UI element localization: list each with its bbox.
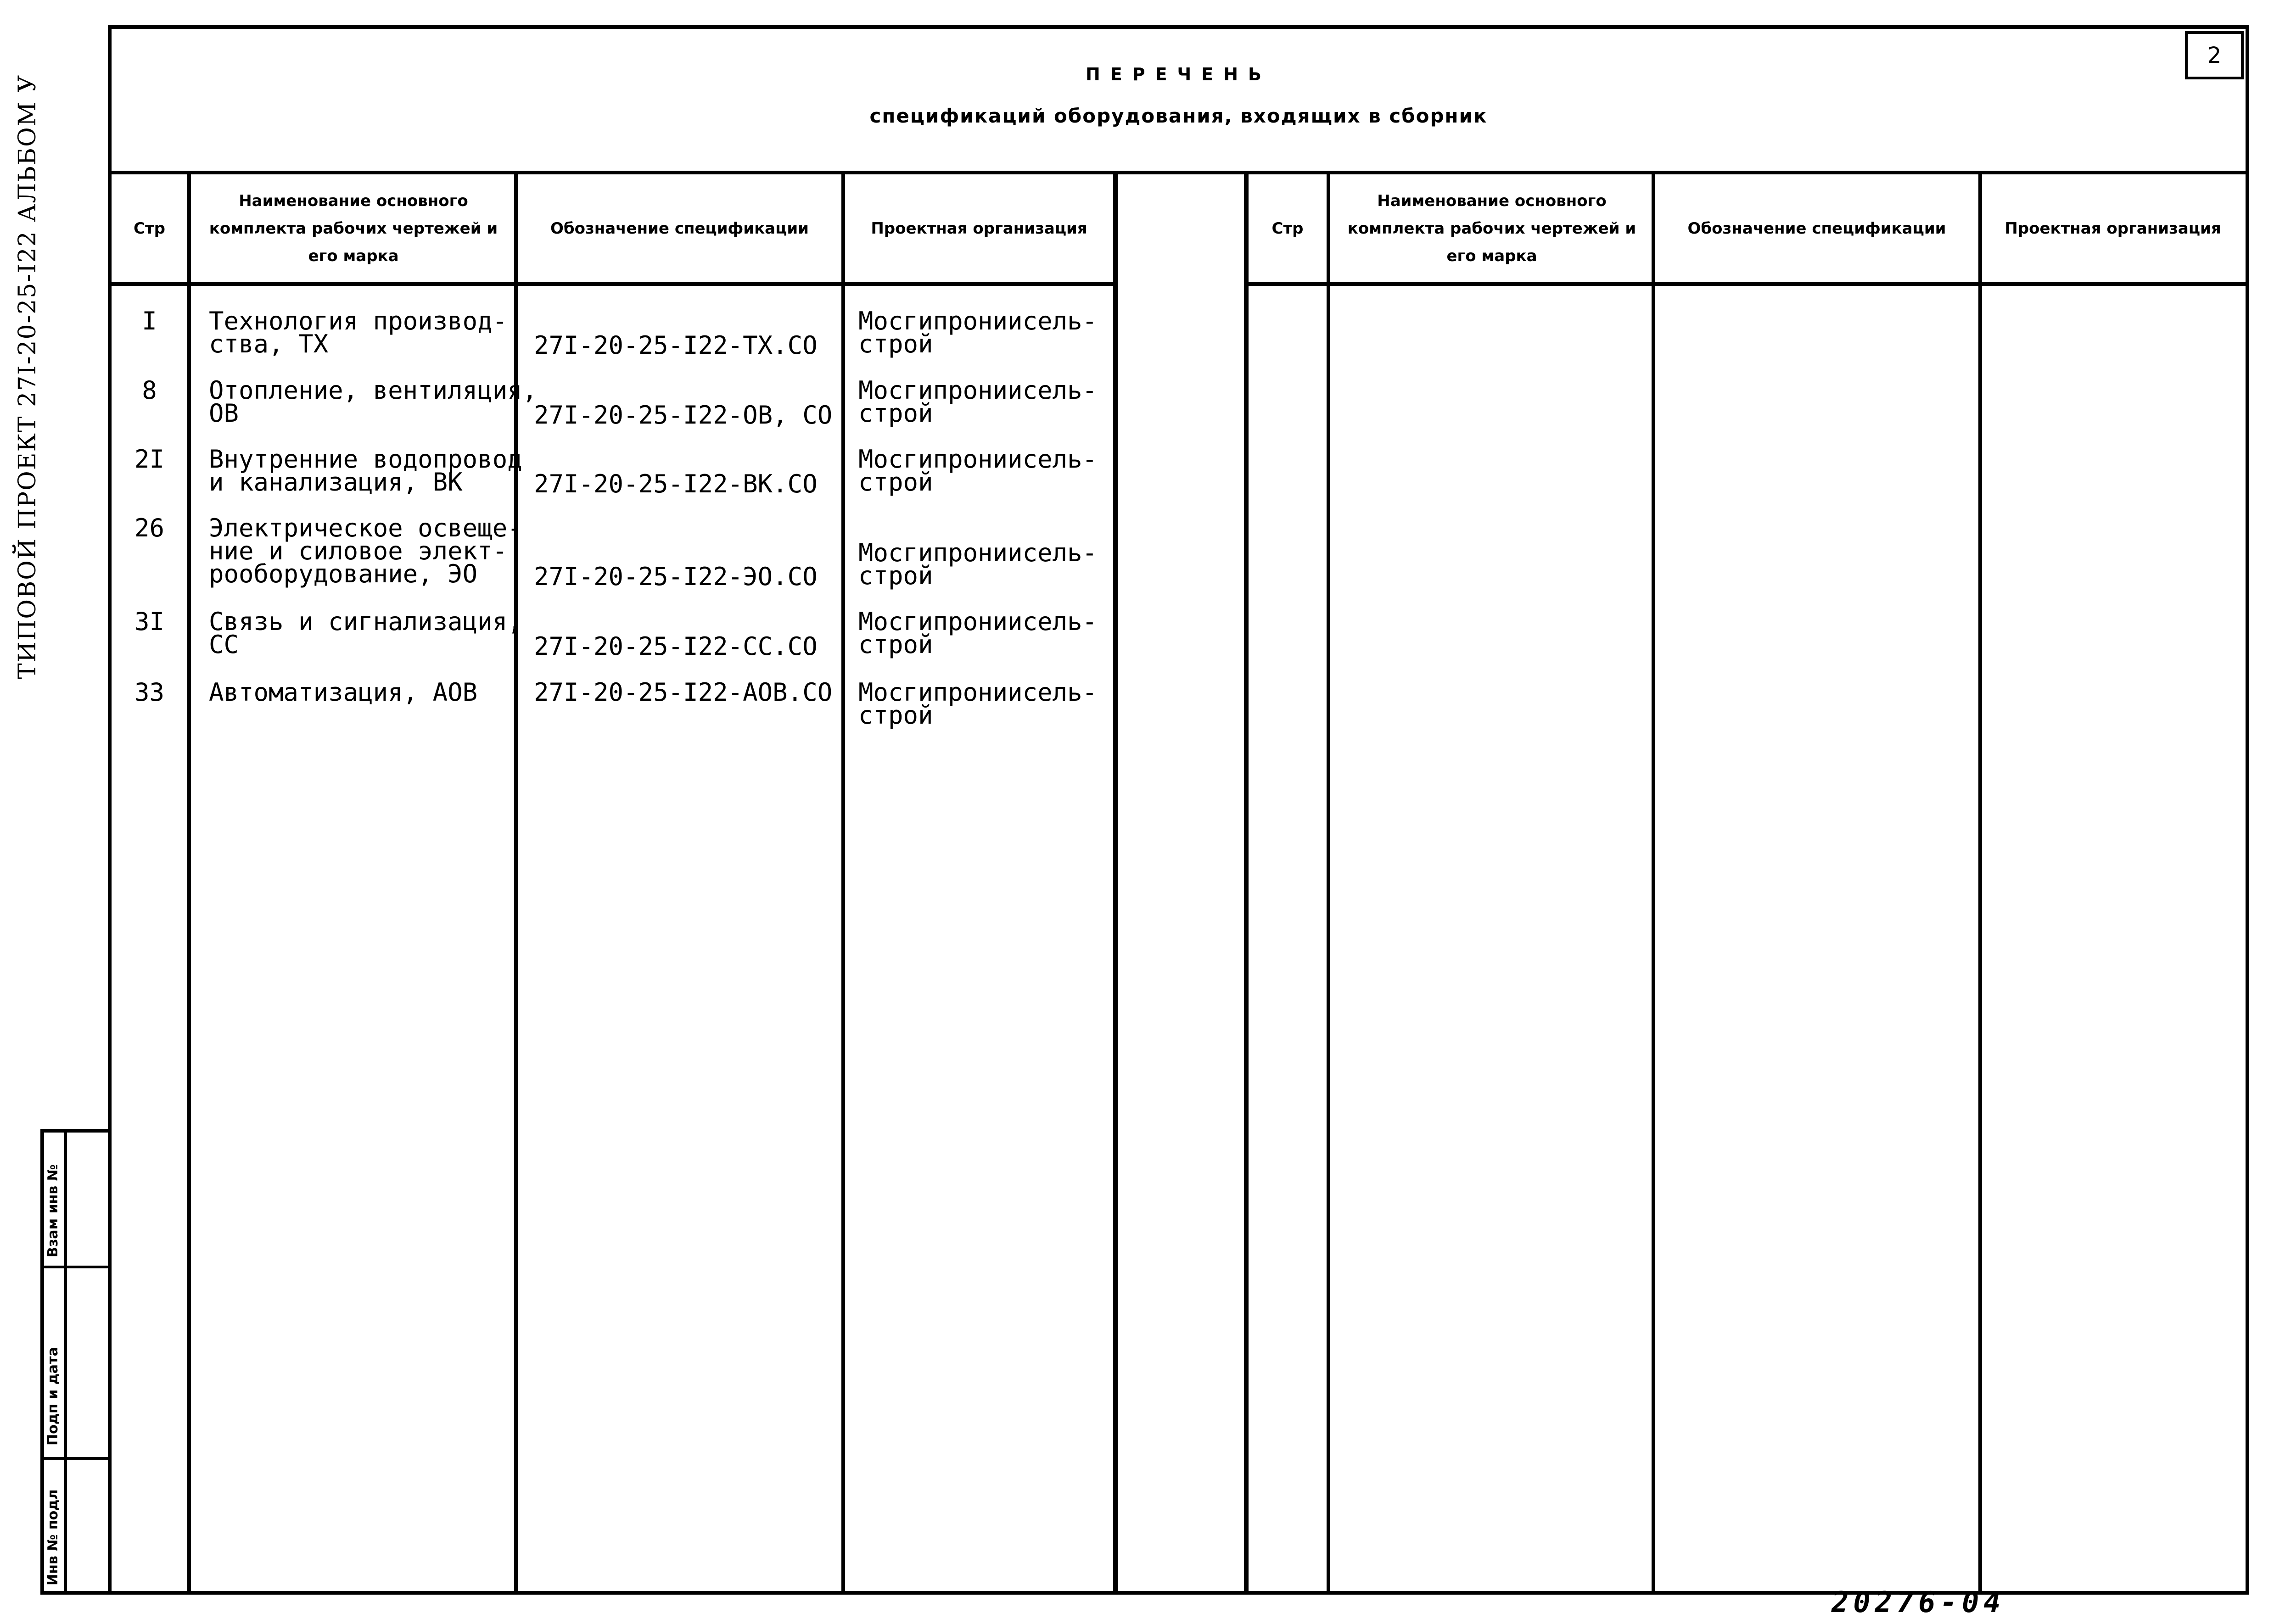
row-5-organization: Мосгипрониисель- строй — [858, 607, 1098, 659]
row-6-page: 33 — [134, 678, 165, 707]
row-5-page: 3I — [134, 607, 165, 636]
row-2-name: Отопление, вентиляция, ОВ — [209, 376, 538, 428]
row-1-organization: Мосгипрониисель- строй — [858, 307, 1098, 358]
document-subtitle: спецификаций оборудования, входящих в сборник — [869, 105, 1488, 127]
side-project-title: ТИПОВОЙ ПРОЕКТ 27I-20-25-I22 АЛЬБОМ У — [14, 74, 41, 679]
row-1-designation: 27I-20-25-I22-ТХ.СО — [534, 331, 818, 360]
stamp-bottom-edge — [40, 1591, 108, 1595]
row-5-name: Связь и сигнализация, СС — [209, 607, 522, 659]
row-2-organization: Мосгипрониисель- строй — [858, 376, 1098, 428]
row-3-name: Внутренние водопровод и канализация, ВК — [209, 445, 522, 497]
stamp-top-edge — [40, 1129, 108, 1133]
document-title: ПЕРЕЧЕНЬ — [1085, 64, 1271, 84]
right-header-designation: Обозначение спецификации — [1687, 219, 1946, 238]
row-4-name: Электрическое освеще- ние и силовое элект- рооборудование, ЭО — [209, 513, 522, 588]
stamp-label-replace-inv: Взам инв № — [45, 1164, 61, 1257]
left-col-line-1 — [187, 174, 191, 1595]
left-col-line-3 — [841, 174, 845, 1595]
row-1-name: Технология производ- ства, ТХ — [209, 307, 508, 358]
row-5-designation: 27I-20-25-I22-СС.СО — [534, 632, 818, 661]
row-3-designation: 27I-20-25-I22-ВК.СО — [534, 469, 818, 498]
row-2-page: 8 — [142, 376, 157, 405]
stamp-divider-1 — [40, 1266, 108, 1268]
right-col-line-3 — [1978, 174, 1982, 1595]
left-header-page: Стр — [134, 219, 165, 238]
stamp-left-edge — [40, 1129, 44, 1595]
right-table-left-edge — [1244, 174, 1249, 1595]
left-header-divider — [108, 282, 1118, 286]
right-header-name: Наименование основного комплекта рабочих чертежей и его марка — [1347, 191, 1636, 265]
left-table-right-edge — [1113, 174, 1118, 1595]
page-number-box — [2185, 31, 2244, 79]
row-6-organization: Мосгипрониисель- строй — [858, 678, 1098, 730]
stamp-inner-line — [64, 1129, 67, 1595]
left-header-designation: Обозначение спецификации — [550, 219, 809, 238]
stamp-label-inv-original: Инв № подл — [45, 1489, 61, 1585]
right-header-organization: Проектная организация — [2005, 219, 2221, 238]
handwritten-archive-number: 20276-04 — [1832, 1585, 2005, 1619]
stamp-divider-2 — [40, 1457, 108, 1460]
row-1-page: I — [142, 307, 157, 335]
row-2-designation: 27I-20-25-I22-ОВ, СО — [534, 401, 833, 430]
left-header-name: Наименование основного комплекта рабочих чертежей и его марка — [209, 191, 498, 265]
left-header-organization: Проектная организация — [871, 219, 1087, 238]
row-4-organization: Мосгипрониисель- строй — [858, 538, 1098, 590]
row-4-designation: 27I-20-25-I22-ЭО.СО — [534, 562, 818, 591]
title-divider — [108, 171, 2249, 174]
right-col-line-2 — [1652, 174, 1655, 1595]
right-header-page: Стр — [1271, 219, 1304, 238]
row-3-organization: Мосгипрониисель- строй — [858, 445, 1098, 497]
page-number: 2 — [2207, 42, 2222, 68]
row-6-name: Автоматизация, АОВ — [209, 678, 478, 707]
row-4-page: 26 — [134, 513, 165, 542]
right-header-divider — [1244, 282, 2249, 286]
row-6-designation: 27I-20-25-I22-АОВ.СО — [534, 678, 833, 707]
stamp-label-sign-date: Подп и дата — [45, 1347, 61, 1445]
row-3-page: 2I — [134, 445, 165, 474]
right-col-line-1 — [1327, 174, 1330, 1595]
